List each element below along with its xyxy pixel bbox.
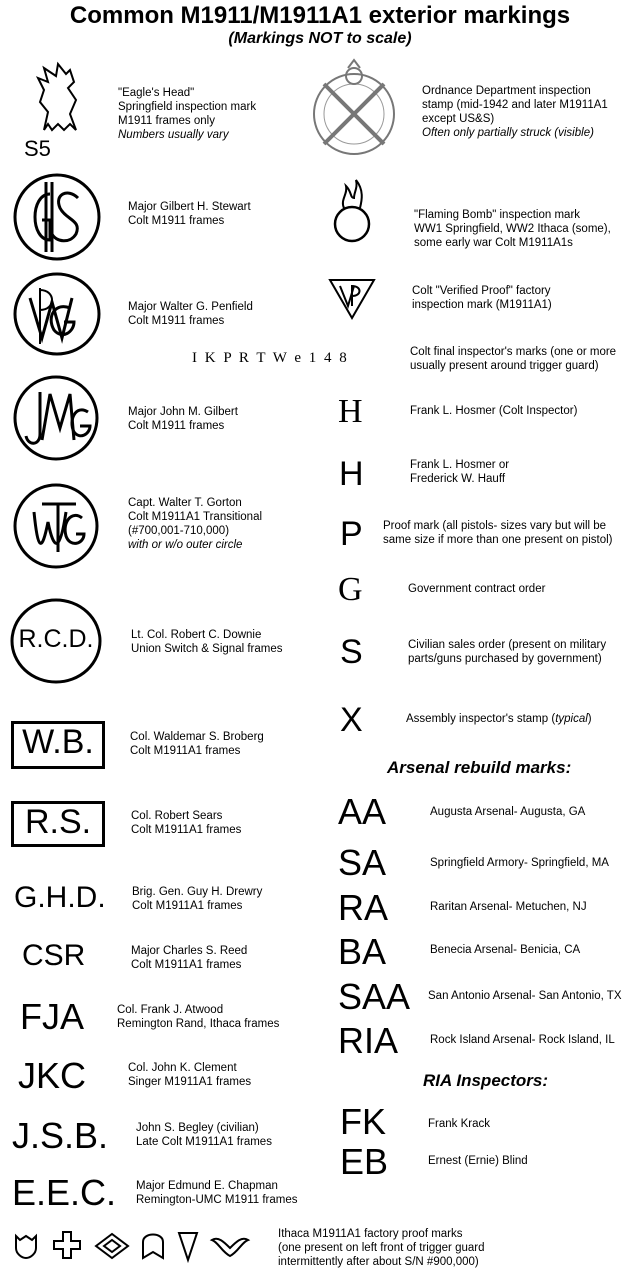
ria-desc: Ernest (Ernie) Blind <box>428 1155 528 1167</box>
fja-description <box>117 1003 279 1031</box>
desc-line: Union Switch & Signal frames <box>131 643 283 655</box>
desc-line: "Eagle's Head" <box>118 87 195 99</box>
jsb-symbol: J.S.B. <box>12 1115 109 1156</box>
ghs-description <box>128 200 251 228</box>
desc-line: Singer M1911A1 frames <box>128 1076 252 1088</box>
desc-line: Frank L. Hosmer (Colt Inspector) <box>410 405 578 417</box>
desc-line: stamp (mid-1942 and later M1911A1 <box>422 99 608 111</box>
jmg-description <box>128 405 238 433</box>
desc-line: Colt M1911A1 Transitional <box>128 511 263 523</box>
arsenal-code: RIA <box>338 1020 399 1061</box>
wtg-monogram-icon <box>12 482 100 570</box>
arsenal-code: BA <box>338 931 387 972</box>
rs-description <box>131 809 241 837</box>
desc-line: Capt. Walter T. Gorton <box>128 497 242 509</box>
eagle-head-icon <box>30 60 90 135</box>
desc-line: Ordnance Department inspection <box>422 85 591 97</box>
jkc-description <box>128 1061 251 1089</box>
desc-line: Frederick W. Hauff <box>410 473 506 485</box>
ghs-monogram-icon <box>12 172 102 262</box>
desc-line: "Flaming Bomb" inspection mark <box>414 209 581 221</box>
desc-line: Colt M1911 frames <box>128 420 225 432</box>
wb-description <box>130 730 264 758</box>
desc-line: Numbers usually vary <box>118 129 229 141</box>
ria-code: FK <box>340 1101 387 1142</box>
arsenal-desc: Benecia Arsenal- Benicia, CA <box>430 944 581 956</box>
inspector-marks-symbol: I K P R T W e 1 4 8 <box>192 350 349 366</box>
desc-line: Colt final inspector's marks (one or more <box>410 346 617 358</box>
arsenal-section-title: Arsenal rebuild marks: <box>387 758 572 777</box>
desc-line: usually present around trigger guard) <box>410 360 599 372</box>
desc-line: Ithaca M1911A1 factory proof marks <box>278 1228 463 1240</box>
h-serif-symbol: H <box>338 393 363 430</box>
flaming-bomb-icon <box>330 178 374 244</box>
desc-line: except US&S) <box>422 113 495 125</box>
ria-section-title: RIA Inspectors: <box>423 1071 549 1090</box>
page-subtitle: (Markings NOT to scale) <box>228 30 412 47</box>
inspectors-description <box>410 345 616 373</box>
s-description <box>408 638 606 666</box>
eec-description <box>136 1179 297 1207</box>
desc-line: Frank L. Hosmer or <box>410 459 510 471</box>
wb-symbol: W.B. <box>11 721 105 769</box>
ithaca-bird-icon <box>210 1232 250 1260</box>
desc-line: Remington Rand, Ithaca frames <box>117 1018 280 1030</box>
ithaca-arrow-icon <box>94 1232 130 1260</box>
bomb-description <box>414 208 611 250</box>
ria-code: EB <box>340 1141 389 1182</box>
page-title: Common M1911/M1911A1 exterior markings <box>69 2 571 29</box>
desc-line: Government contract order <box>408 583 546 595</box>
wgp-monogram-icon <box>12 272 102 356</box>
ithaca-shield-icon <box>12 1232 40 1260</box>
desc-line: Assembly inspector's stamp (typical) <box>406 713 592 725</box>
g-description <box>408 582 545 596</box>
ordnance-stamp-icon <box>308 58 400 158</box>
arsenal-desc: Augusta Arsenal- Augusta, GA <box>430 806 586 818</box>
desc-line: Often only partially struck (visible) <box>422 127 594 139</box>
rcd-symbol: R.C.D. <box>18 625 94 653</box>
arsenal-code: SA <box>338 842 387 883</box>
desc-line: Col. Frank J. Atwood <box>117 1004 224 1016</box>
desc-line: Colt M1911A1 frames <box>132 900 243 912</box>
desc-line: inspection mark (M1911A1) <box>412 299 552 311</box>
desc-line: with or w/o outer circle <box>128 539 243 551</box>
ithaca-cross-icon <box>52 1230 82 1260</box>
desc-line: Civilian sales order (present on military <box>408 639 607 651</box>
wgp-description <box>128 300 253 328</box>
desc-line: Brig. Gen. Guy H. Drewry <box>132 886 263 898</box>
desc-line: Late Colt M1911A1 frames <box>136 1136 272 1148</box>
ghd-symbol: G.H.D. <box>14 881 106 914</box>
desc-line: Col. John K. Clement <box>128 1062 237 1074</box>
fja-symbol: FJA <box>20 996 85 1037</box>
arsenal-desc: Raritan Arsenal- Metuchen, NJ <box>430 901 587 913</box>
s-symbol: S <box>340 633 363 671</box>
arsenal-code: SAA <box>338 976 411 1017</box>
desc-line: WW1 Springfield, WW2 Ithaca (some), <box>414 223 611 235</box>
desc-line: Colt M1911A1 frames <box>131 959 242 971</box>
ghd-description <box>132 885 262 913</box>
desc-line: Remington-UMC M1911 frames <box>136 1194 298 1206</box>
desc-line: Major John M. Gilbert <box>128 406 238 418</box>
desc-line: Major Gilbert H. Stewart <box>128 201 251 213</box>
csr-symbol: CSR <box>22 939 86 972</box>
jkc-symbol: JKC <box>18 1055 87 1096</box>
desc-line: parts/guns purchased by government) <box>408 653 602 665</box>
footer-description <box>278 1227 484 1269</box>
eagle-description <box>118 86 256 142</box>
jsb-description <box>136 1121 272 1149</box>
desc-line: Colt M1911A1 frames <box>131 824 242 836</box>
eec-symbol: E.E.C. <box>12 1172 117 1213</box>
desc-line: Springfield inspection mark <box>118 101 257 113</box>
ithaca-arch-icon <box>140 1230 166 1260</box>
vp-description <box>412 284 552 312</box>
ithaca-wedge-icon <box>176 1230 200 1262</box>
arsenal-desc: San Antonio Arsenal- San Antonio, TX <box>428 990 622 1002</box>
desc-line: Colt M1911 frames <box>128 215 225 227</box>
jmg-monogram-icon <box>12 374 100 462</box>
ria-desc: Frank Krack <box>428 1118 490 1130</box>
desc-line: Col. Robert Sears <box>131 810 223 822</box>
desc-line: Colt M1911 frames <box>128 315 225 327</box>
desc-line: some early war Colt M1911A1s <box>414 237 573 249</box>
desc-line: (one present on left front of trigger guard <box>278 1242 485 1254</box>
desc-line: John S. Begley (civilian) <box>136 1122 259 1134</box>
desc-line: Major Charles S. Reed <box>131 945 248 957</box>
rs-symbol: R.S. <box>11 801 105 847</box>
h1-description <box>410 404 577 418</box>
h2-description <box>410 458 509 486</box>
x-description <box>406 712 592 726</box>
arsenal-desc: Springfield Armory- Springfield, MA <box>430 857 609 869</box>
desc-line: Major Edmund E. Chapman <box>136 1180 278 1192</box>
ordnance-description <box>422 84 608 140</box>
arsenal-desc: Rock Island Arsenal- Rock Island, IL <box>430 1034 615 1046</box>
desc-line: Col. Waldemar S. Broberg <box>130 731 264 743</box>
desc-line: M1911 frames only <box>118 115 215 127</box>
desc-line: (#700,001-710,000) <box>128 525 230 537</box>
x-symbol: X <box>340 701 363 739</box>
desc-line: same size if more than one present on pistol) <box>383 534 613 546</box>
desc-line: Major Walter G. Penfield <box>128 301 253 313</box>
desc-line: Lt. Col. Robert C. Downie <box>131 629 262 641</box>
arsenal-code: AA <box>338 791 387 832</box>
g-symbol: G <box>338 571 363 608</box>
desc-line: intermittently after about S/N #900,000) <box>278 1256 479 1268</box>
desc-line: Colt M1911A1 frames <box>130 745 241 757</box>
desc-line: Proof mark (all pistols- sizes vary but will be <box>383 520 607 532</box>
arsenal-code: RA <box>338 887 389 928</box>
p-symbol: P <box>340 515 363 553</box>
p-description <box>383 519 612 547</box>
wtg-description <box>128 496 262 552</box>
eagle-symbol: S5 <box>24 136 51 161</box>
csr-description <box>131 944 247 972</box>
verified-proof-icon <box>328 278 376 320</box>
desc-line: Colt "Verified Proof" factory <box>412 285 551 297</box>
h-sans-symbol: H <box>339 455 364 493</box>
rcd-description <box>131 628 282 656</box>
